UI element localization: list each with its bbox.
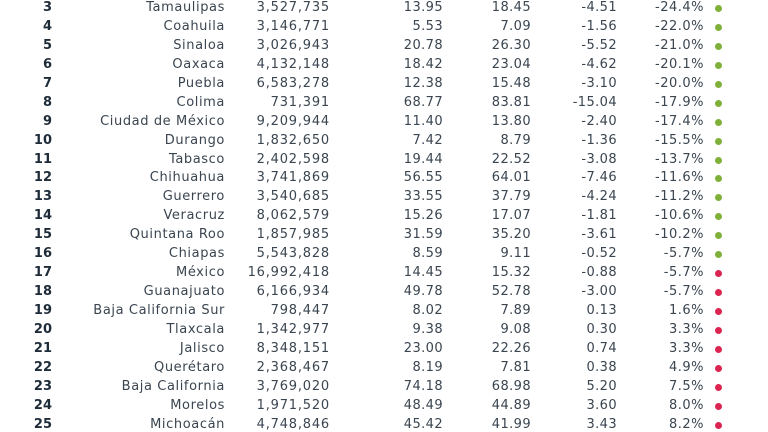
percent-change-cell: 8.0% [668,397,704,413]
state-name-cell: Coahuila [163,18,225,34]
population-cell: 798,447 [270,303,330,318]
rate-previous-cell: 35.20 [491,227,531,243]
rate-previous-cell: 18.45 [491,0,531,15]
rate-previous-cell: 7.09 [500,18,531,34]
rate-current-cell: 14.45 [403,265,443,281]
status-dot-icon [715,175,722,182]
percent-change-cell: -17.9% [655,94,704,110]
rate-current-cell: 5.53 [412,18,443,34]
state-name-cell: Morelos [170,397,225,413]
population-cell: 6,583,278 [256,75,330,91]
population-cell: 4,748,846 [256,416,330,432]
state-name-cell: Tlaxcala [166,321,225,337]
table-row [0,169,768,188]
rate-current-cell: 23.00 [403,340,443,356]
percent-change-cell: -5.7% [663,284,704,300]
rank-cell: 24 [33,397,52,413]
rate-current-cell: 20.78 [403,37,443,53]
state-name-cell: Ciudad de México [100,113,225,129]
population-cell: 6,166,934 [256,284,330,300]
table-row [0,188,768,207]
difference-cell: 3.43 [586,416,617,432]
rate-current-cell: 45.42 [403,416,443,432]
status-dot-icon [715,384,722,391]
status-dot-icon [715,365,722,372]
population-cell: 5,543,828 [256,246,330,262]
state-name-cell: México [176,265,225,281]
population-cell: 1,971,520 [256,397,330,413]
percent-change-cell: -10.6% [655,208,704,224]
table-row [0,359,768,378]
rate-current-cell: 7.42 [412,132,443,148]
rate-previous-cell: 7.81 [500,359,531,375]
rate-previous-cell: 22.26 [491,340,531,356]
table-row [0,207,768,226]
percent-change-cell: -10.2% [655,227,704,243]
rate-current-cell: 74.18 [403,378,443,394]
percent-change-cell: -11.2% [655,189,704,205]
rate-previous-cell: 37.79 [491,189,531,205]
difference-cell: 0.30 [586,321,617,337]
rank-cell: 6 [42,56,52,72]
state-name-cell: Michoacán [150,416,225,432]
difference-cell: 0.38 [586,359,617,375]
percent-change-cell: 4.9% [668,359,704,375]
population-cell: 8,062,579 [256,208,330,224]
state-name-cell: Guerrero [162,189,225,205]
percent-change-cell: 8.2% [668,416,704,432]
status-dot-icon [715,24,722,31]
status-dot-icon [715,327,722,334]
state-name-cell: Sinaloa [173,37,225,53]
state-name-cell: Chiapas [168,246,225,262]
table-row [0,245,768,264]
percent-change-cell: -21.0% [655,37,704,53]
rate-previous-cell: 15.48 [491,75,531,91]
rate-current-cell: 68.77 [403,94,443,110]
rate-current-cell: 8.19 [412,359,443,375]
table-row [0,378,768,397]
rank-cell: 19 [33,303,52,318]
rate-current-cell: 9.38 [412,321,443,337]
status-dot-icon [715,62,722,69]
rate-current-cell: 15.26 [403,208,443,224]
rank-cell: 25 [33,416,52,432]
status-dot-icon [715,308,722,315]
population-cell: 3,026,943 [256,37,330,53]
state-name-cell: Baja California Sur [93,303,225,318]
percent-change-cell: -13.7% [655,151,704,167]
table-row [0,37,768,56]
rate-previous-cell: 9.11 [500,246,531,262]
rank-cell: 16 [33,246,52,262]
status-dot-icon [715,422,722,429]
table-row [0,416,768,432]
status-dot-icon [715,289,722,296]
table-row [0,132,768,151]
population-cell: 9,209,944 [256,113,330,129]
rank-cell: 10 [33,132,52,148]
percent-change-cell: -20.1% [655,56,704,72]
rank-cell: 5 [42,37,52,53]
percent-change-cell: -22.0% [655,18,704,34]
difference-cell: -2.40 [581,113,617,129]
rate-previous-cell: 7.89 [500,303,531,318]
rank-cell: 9 [42,113,52,129]
table-row [0,56,768,75]
rank-cell: 15 [33,227,52,243]
rank-cell: 17 [33,265,52,281]
population-cell: 3,527,735 [256,0,330,15]
state-name-cell: Puebla [177,75,225,91]
rate-previous-cell: 64.01 [491,170,531,186]
rank-cell: 20 [33,321,52,337]
percent-change-cell: -5.7% [663,265,704,281]
status-dot-icon [715,157,722,164]
table-row [0,113,768,132]
state-name-cell: Chihuahua [149,170,225,186]
table-row [0,283,768,302]
rate-current-cell: 12.38 [403,75,443,91]
table-row [0,18,768,37]
table-row [0,94,768,113]
difference-cell: -3.08 [581,151,617,167]
rate-previous-cell: 15.32 [491,265,531,281]
difference-cell: -1.56 [581,18,617,34]
table-row [0,226,768,245]
state-name-cell: Veracruz [163,208,225,224]
population-cell: 4,132,148 [256,56,330,72]
population-cell: 2,402,598 [256,151,330,167]
difference-cell: 0.74 [586,340,617,356]
status-dot-icon [715,270,722,277]
status-dot-icon [715,100,722,107]
state-name-cell: Durango [164,132,225,148]
population-cell: 3,769,020 [256,378,330,394]
population-cell: 1,832,650 [256,132,330,148]
rank-cell: 22 [33,359,52,375]
population-cell: 2,368,467 [256,359,330,375]
status-dot-icon [715,194,722,201]
status-dot-icon [715,213,722,220]
percent-change-cell: -5.7% [663,246,704,262]
rate-previous-cell: 17.07 [491,208,531,224]
rank-cell: 12 [33,170,52,186]
rate-current-cell: 33.55 [403,189,443,205]
difference-cell: -3.10 [581,75,617,91]
rate-current-cell: 8.59 [412,246,443,262]
status-dot-icon [715,81,722,88]
population-cell: 3,540,685 [256,189,330,205]
rate-current-cell: 11.40 [403,113,443,129]
difference-cell: -4.62 [581,56,617,72]
rate-current-cell: 56.55 [403,170,443,186]
table-row [0,0,768,18]
difference-cell: -4.51 [581,0,617,15]
rate-previous-cell: 23.04 [491,56,531,72]
population-cell: 1,342,977 [256,321,330,337]
difference-cell: -0.88 [581,265,617,281]
population-cell: 1,857,985 [256,227,330,243]
rate-previous-cell: 44.89 [491,397,531,413]
status-dot-icon [715,138,722,145]
population-cell: 16,992,418 [247,265,330,281]
state-name-cell: Tabasco [168,151,225,167]
rate-previous-cell: 9.08 [500,321,531,337]
percent-change-cell: 1.6% [668,303,704,318]
state-name-cell: Quintana Roo [129,227,225,243]
rate-previous-cell: 22.52 [491,151,531,167]
rate-previous-cell: 68.98 [491,378,531,394]
rank-cell: 21 [33,340,52,356]
rate-previous-cell: 8.79 [500,132,531,148]
rank-cell: 23 [33,378,52,394]
difference-cell: -1.81 [581,208,617,224]
rank-cell: 11 [33,151,52,167]
state-name-cell: Colima [176,94,225,110]
rate-previous-cell: 13.80 [491,113,531,129]
rank-cell: 3 [42,0,52,15]
status-dot-icon [715,346,722,353]
difference-cell: -15.04 [572,94,617,110]
percent-change-cell: -17.4% [655,113,704,129]
table-row [0,397,768,416]
table-row [0,151,768,170]
percent-change-cell: -11.6% [655,170,704,186]
table-row [0,340,768,359]
table-row [0,264,768,283]
rank-cell: 14 [33,208,52,224]
status-dot-icon [715,403,722,410]
difference-cell: -5.52 [581,37,617,53]
status-dot-icon [715,43,722,50]
rate-current-cell: 19.44 [403,151,443,167]
state-name-cell: Baja California [121,378,225,394]
difference-cell: -1.36 [581,132,617,148]
state-name-cell: Jalisco [179,340,225,356]
difference-cell: 0.13 [586,303,617,318]
rate-current-cell: 8.02 [412,303,443,318]
rate-previous-cell: 83.81 [491,94,531,110]
difference-cell: -3.00 [581,284,617,300]
rate-current-cell: 18.42 [403,56,443,72]
rank-cell: 7 [42,75,52,91]
rate-current-cell: 48.49 [403,397,443,413]
percent-change-cell: 3.3% [668,340,704,356]
table-row [0,302,768,321]
rank-cell: 18 [33,284,52,300]
status-dot-icon [715,232,722,239]
difference-cell: -0.52 [581,246,617,262]
rate-current-cell: 31.59 [403,227,443,243]
status-dot-icon [715,5,722,12]
state-name-cell: Oaxaca [172,56,225,72]
percent-change-cell: -24.4% [655,0,704,15]
rank-cell: 13 [33,189,52,205]
state-name-cell: Tamaulipas [146,0,225,15]
state-name-cell: Guanajuato [143,284,225,300]
population-cell: 3,741,869 [256,170,330,186]
difference-cell: -4.24 [581,189,617,205]
difference-cell: -3.61 [581,227,617,243]
rank-cell: 8 [42,94,52,110]
percent-change-cell: 3.3% [668,321,704,337]
rank-cell: 4 [42,18,52,34]
difference-cell: 3.60 [586,397,617,413]
status-dot-icon [715,119,722,126]
state-name-cell: Querétaro [153,359,225,375]
rate-current-cell: 49.78 [403,284,443,300]
rate-previous-cell: 41.99 [491,416,531,432]
percent-change-cell: -20.0% [655,75,704,91]
table-row [0,321,768,340]
percent-change-cell: 7.5% [668,378,704,394]
population-cell: 731,391 [270,94,330,110]
rate-previous-cell: 52.78 [491,284,531,300]
difference-cell: -7.46 [581,170,617,186]
table-row [0,75,768,94]
rate-previous-cell: 26.30 [491,37,531,53]
population-cell: 3,146,771 [256,18,330,34]
percent-change-cell: -15.5% [655,132,704,148]
rate-current-cell: 13.95 [403,0,443,15]
population-cell: 8,348,151 [256,340,330,356]
status-dot-icon [715,251,722,258]
difference-cell: 5.20 [586,378,617,394]
